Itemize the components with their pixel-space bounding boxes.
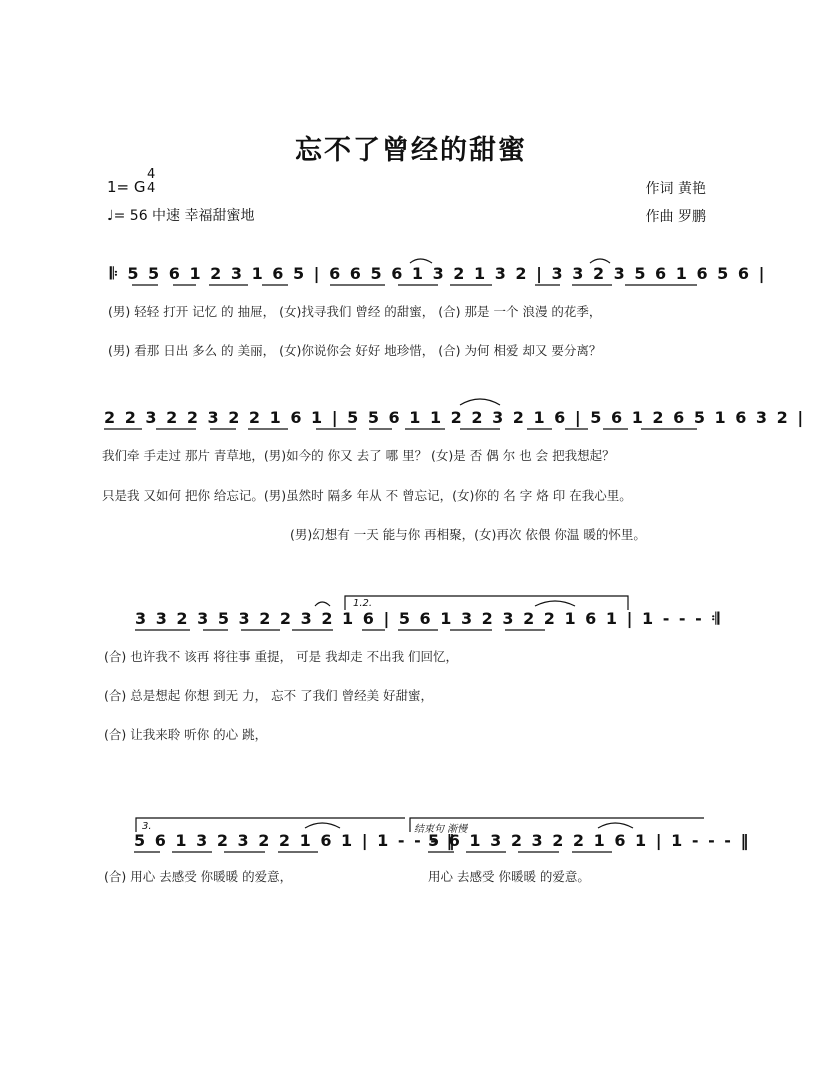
lyric-line: 只是我 又如何 把你 给忘记。(男)虽然时 隔多 年从 不 曾忘记，(女)你的 名 字 烙 印 在我心里。 bbox=[102, 488, 632, 503]
lyric-line: (合) 让我来聆 听你 的心 跳， bbox=[104, 727, 268, 742]
lyric-line: (男) 看那 日出 多么 的 美丽， (女)你说你会 好好 地珍惜， (合) 为何 相爱 却又 要分离？ bbox=[108, 343, 602, 358]
score-line-2: 2 2 3 2 2 3 2 2 1 6 1 | 5 5 6 1 1 2 2 3 2 1 6 | 5 6 1 2 6 5 1 6 3 2 | bbox=[104, 408, 806, 427]
key-signature: 1= G bbox=[107, 178, 146, 196]
lyric-line: (合) 也许我不 该再 将往事 重提， 可是 我却走 不出我 们回忆， bbox=[104, 649, 459, 664]
lyric-line: (合) 用心 去感受 你暖暖 的爱意， bbox=[104, 869, 293, 884]
lyric-line: (男) 轻轻 打开 记忆 的 抽屉， (女)找寻我们 曾经 的甜蜜， (合) 那是 一个 浪漫 的花季， bbox=[108, 304, 602, 319]
time-signature: 4 4 bbox=[147, 167, 156, 196]
lyric-line: (男)幻想有 一天 能与你 再相聚，(女)再次 依偎 你温 暖的怀里。 bbox=[290, 527, 646, 542]
score-line-4b: 5 6 1 3 2 3 2 2 1 6 1 | 1 - - - ‖ bbox=[428, 831, 751, 850]
volta-label: 3. bbox=[142, 821, 152, 832]
score-line-4a: 5 6 1 3 2 3 2 2 1 6 1 | 1 - - - ‖ bbox=[134, 831, 457, 850]
composer-credit: 作曲 罗鹏 bbox=[645, 209, 706, 225]
lyricist-credit: 作词 黄艳 bbox=[645, 181, 706, 197]
lyric-line: 我们牵 手走过 那片 青草地，(男)如今的 你又 去了 哪 里？ (女)是 否 偶 尔 也 会 把我想起？ bbox=[102, 448, 615, 463]
lyric-line: 用心 去感受 你暖暖 的爱意。 bbox=[428, 869, 590, 884]
ending-label: 结束句 渐慢 bbox=[414, 824, 468, 835]
lyric-line: (合) 总是想起 你想 到无 力， 忘不 了我们 曾经美 好甜蜜， bbox=[104, 688, 434, 703]
score-line-3: 3 3 2 3 5 3 2 2 3 2 1 6 | 5 6 1 3 2 3 2 2 1 6 1 | 1 - - - 𝄇 bbox=[135, 609, 722, 628]
volta-label: 1.2. bbox=[353, 598, 373, 609]
song-title: 忘不了曾经的甜蜜 bbox=[295, 135, 527, 166]
score-line-1: 𝄆 5 5 6 1 2 3 1 6 5 | 6 6 5 6 1 3 2 1 3 2 | 3 3 2 3 5 6 1 6 5 6 | bbox=[110, 264, 767, 283]
tempo-marking: ♩= 56 中速 幸福甜蜜地 bbox=[107, 208, 255, 224]
